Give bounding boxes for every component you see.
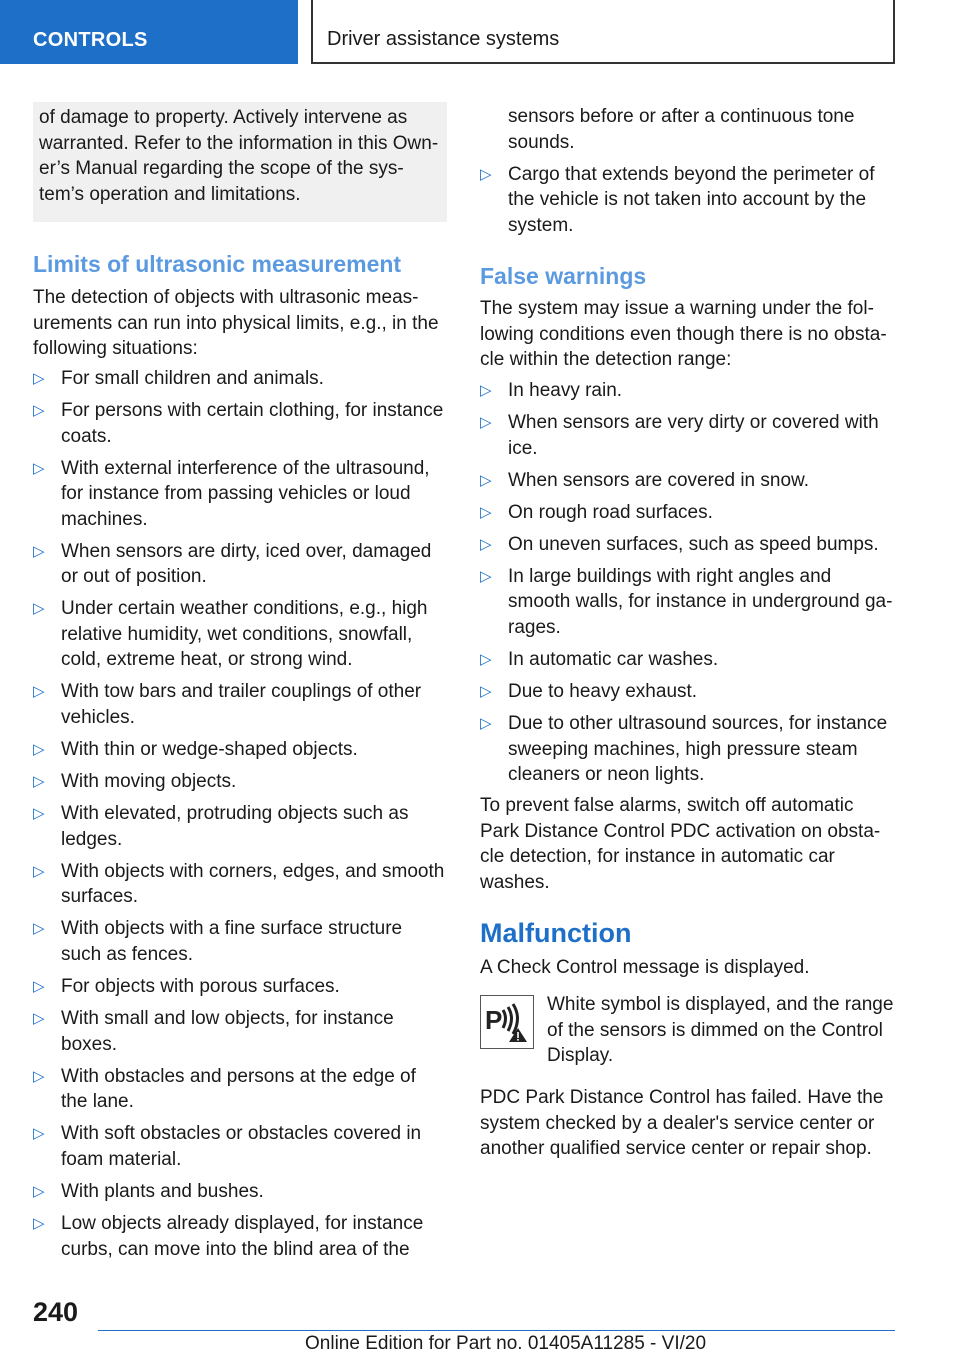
section-tab — [0, 0, 298, 64]
list-item-text: With elevated, protruding objects such as ledges. — [61, 803, 409, 850]
triangle-bullet-icon: ▷ — [33, 805, 45, 823]
list-item — [480, 679, 896, 705]
triangle-bullet-icon: ▷ — [33, 1182, 45, 1200]
chapter-title: Driver assistance systems — [327, 28, 560, 50]
triangle-bullet-icon: ▷ — [33, 920, 45, 938]
list-item — [33, 1006, 447, 1057]
list-item-text: When sensors are very dirty or covered with ice. — [508, 412, 879, 459]
list-item-text: With tow bars and trailer couplings of other vehicles. — [61, 681, 422, 728]
limits-heading: Limits of ultrasonic measurement — [33, 251, 402, 277]
list-item — [33, 366, 447, 392]
false-warnings-intro: The system may issue a warning under the fol-lowing conditions even though there is no obsta-cle within the detection range: — [480, 298, 887, 370]
list-item-text: With objects with corners, edges, and smooth surfaces. — [61, 860, 445, 908]
triangle-bullet-icon: ▷ — [33, 773, 45, 791]
note-text: of damage to property. Actively intervene as warranted. Refer to the information in this Own-er’s Manual regarding the scope of the sys-tem’s operation and limitations. — [39, 107, 439, 205]
list-item — [33, 1121, 447, 1172]
false-warnings-heading: False warnings — [480, 263, 647, 289]
malfunction-text: A Check Control message is displayed. — [480, 957, 810, 978]
triangle-bullet-icon: ▷ — [480, 683, 492, 701]
malfunction-outro: PDC Park Distance Control has failed. Have the system checked by a dealer's service center or another qualified service center or repair shop. — [480, 1087, 884, 1159]
list-item — [33, 1179, 447, 1205]
list-item — [480, 647, 896, 673]
footer-edition: Online Edition for Part no. 01405A11285 - VI/20 — [305, 1333, 707, 1354]
false-warnings-outro: To prevent false alarms, switch off automatic Park Distance Control PDC activation on obsta-cle detection, for instance in automatic car washes. — [480, 795, 881, 893]
triangle-bullet-icon: ▷ — [480, 503, 492, 521]
triangle-bullet-icon: ▷ — [480, 567, 492, 585]
section-title: CONTROLS — [33, 29, 148, 51]
list-item — [480, 468, 896, 494]
list-item — [33, 916, 447, 967]
list-item — [480, 162, 896, 239]
list-item-text: For persons with certain clothing, for instance coats. — [61, 400, 444, 447]
false-warnings-list — [480, 378, 896, 794]
list-item-text: In large buildings with right angles and smooth walls, for instance in underground ga-rages. — [508, 565, 893, 638]
limits-list-continued — [480, 104, 896, 245]
list-item — [33, 679, 447, 730]
triangle-bullet-icon: ▷ — [33, 1067, 45, 1085]
list-item-text: sensors before or after a continuous tone sounds. — [508, 106, 855, 153]
list-item-text: For objects with porous surfaces. — [61, 976, 340, 998]
list-item — [33, 456, 447, 533]
list-item-text: Due to heavy exhaust. — [508, 681, 698, 703]
pdc-warning-icon — [480, 995, 534, 1049]
list-item-text: Cargo that extends beyond the perimeter of the vehicle is not taken into account by the system. — [508, 163, 875, 236]
list-item — [480, 410, 896, 461]
list-item — [33, 769, 447, 795]
triangle-bullet-icon: ▷ — [480, 535, 492, 553]
malfunction-heading: Malfunction — [480, 918, 632, 948]
page-number: 240 — [33, 1297, 79, 1327]
triangle-bullet-icon: ▷ — [33, 600, 45, 618]
triangle-bullet-icon: ▷ — [33, 459, 45, 477]
list-item — [33, 974, 447, 1000]
triangle-bullet-icon: ▷ — [33, 862, 45, 880]
list-item — [480, 500, 896, 526]
triangle-bullet-icon: ▷ — [480, 414, 492, 432]
list-item-text: With objects with a fine surface structure such as fences. — [61, 918, 403, 965]
triangle-bullet-icon: ▷ — [480, 382, 492, 399]
list-item — [33, 596, 447, 673]
list-item — [480, 711, 896, 788]
list-item-text: With obstacles and persons at the edge of the lane. — [61, 1065, 416, 1113]
list-item — [33, 1211, 447, 1262]
chapter-tab — [311, 0, 895, 64]
list-item-text: For small children and animals. — [61, 368, 324, 389]
triangle-bullet-icon: ▷ — [33, 370, 45, 387]
list-item-text: In automatic car washes. — [508, 649, 719, 671]
list-item-text: Due to other ultrasound sources, for instance sweeping machines, high pressure steam cleaners or neon lights. — [508, 713, 888, 786]
triangle-bullet-icon: ▷ — [480, 651, 492, 669]
list-item-text: With soft obstacles or obstacles covered in foam material. — [61, 1123, 422, 1170]
list-item — [480, 378, 896, 404]
malfunction-icon-text: White symbol is displayed, and the range of the sensors is dimmed on the Control Display. — [547, 994, 894, 1066]
triangle-bullet-icon: ▷ — [33, 1125, 45, 1143]
note-box — [33, 102, 447, 222]
list-item — [480, 104, 896, 155]
triangle-bullet-icon: ▷ — [33, 402, 45, 420]
list-item — [33, 539, 447, 590]
footer-divider — [98, 1330, 895, 1331]
list-item-text: With moving objects. — [61, 771, 237, 793]
list-item-text: With thin or wedge-shaped objects. — [61, 739, 358, 761]
svg-text:P: P — [485, 1005, 503, 1035]
triangle-bullet-icon: ▷ — [480, 471, 492, 489]
triangle-bullet-icon: ▷ — [33, 542, 45, 560]
list-item — [33, 737, 447, 763]
list-item-text: With plants and bushes. — [61, 1180, 264, 1202]
list-item-text: In heavy rain. — [508, 380, 623, 401]
list-item-text: On rough road surfaces. — [508, 501, 713, 523]
list-item — [480, 532, 896, 558]
triangle-bullet-icon: ▷ — [33, 683, 45, 701]
list-item-text: When sensors are dirty, iced over, damaged or out of position. — [61, 540, 432, 588]
limits-list — [33, 366, 447, 1269]
list-item — [480, 564, 896, 641]
list-item-text: Low objects already displayed, for instance curbs, can move into the blind area of the — [61, 1213, 424, 1260]
list-item-text: With external interference of the ultrasound, for instance from passing vehicles or loud machines. — [61, 457, 430, 530]
list-item — [33, 859, 447, 910]
limits-intro: The detection of objects with ultrasonic meas-urements can run into physical limits, e.g., in the following situations: — [33, 287, 439, 359]
triangle-bullet-icon: ▷ — [480, 715, 492, 733]
triangle-bullet-icon: ▷ — [33, 1215, 45, 1232]
list-item-text: With small and low objects, for instance boxes. — [61, 1008, 394, 1055]
list-item — [33, 801, 447, 852]
list-item-text: On uneven surfaces, such as speed bumps. — [508, 533, 879, 555]
triangle-bullet-icon: ▷ — [33, 741, 45, 759]
list-item — [33, 398, 447, 449]
list-item-text: Under certain weather conditions, e.g., high relative humidity, wet conditions, snowfall, cold, extreme heat, or strong wind. — [61, 598, 428, 671]
triangle-bullet-icon: ▷ — [33, 1010, 45, 1028]
list-item-text: When sensors are covered in snow. — [508, 469, 809, 491]
triangle-bullet-icon: ▷ — [480, 165, 492, 183]
triangle-bullet-icon: ▷ — [33, 978, 45, 996]
list-item — [33, 1064, 447, 1115]
